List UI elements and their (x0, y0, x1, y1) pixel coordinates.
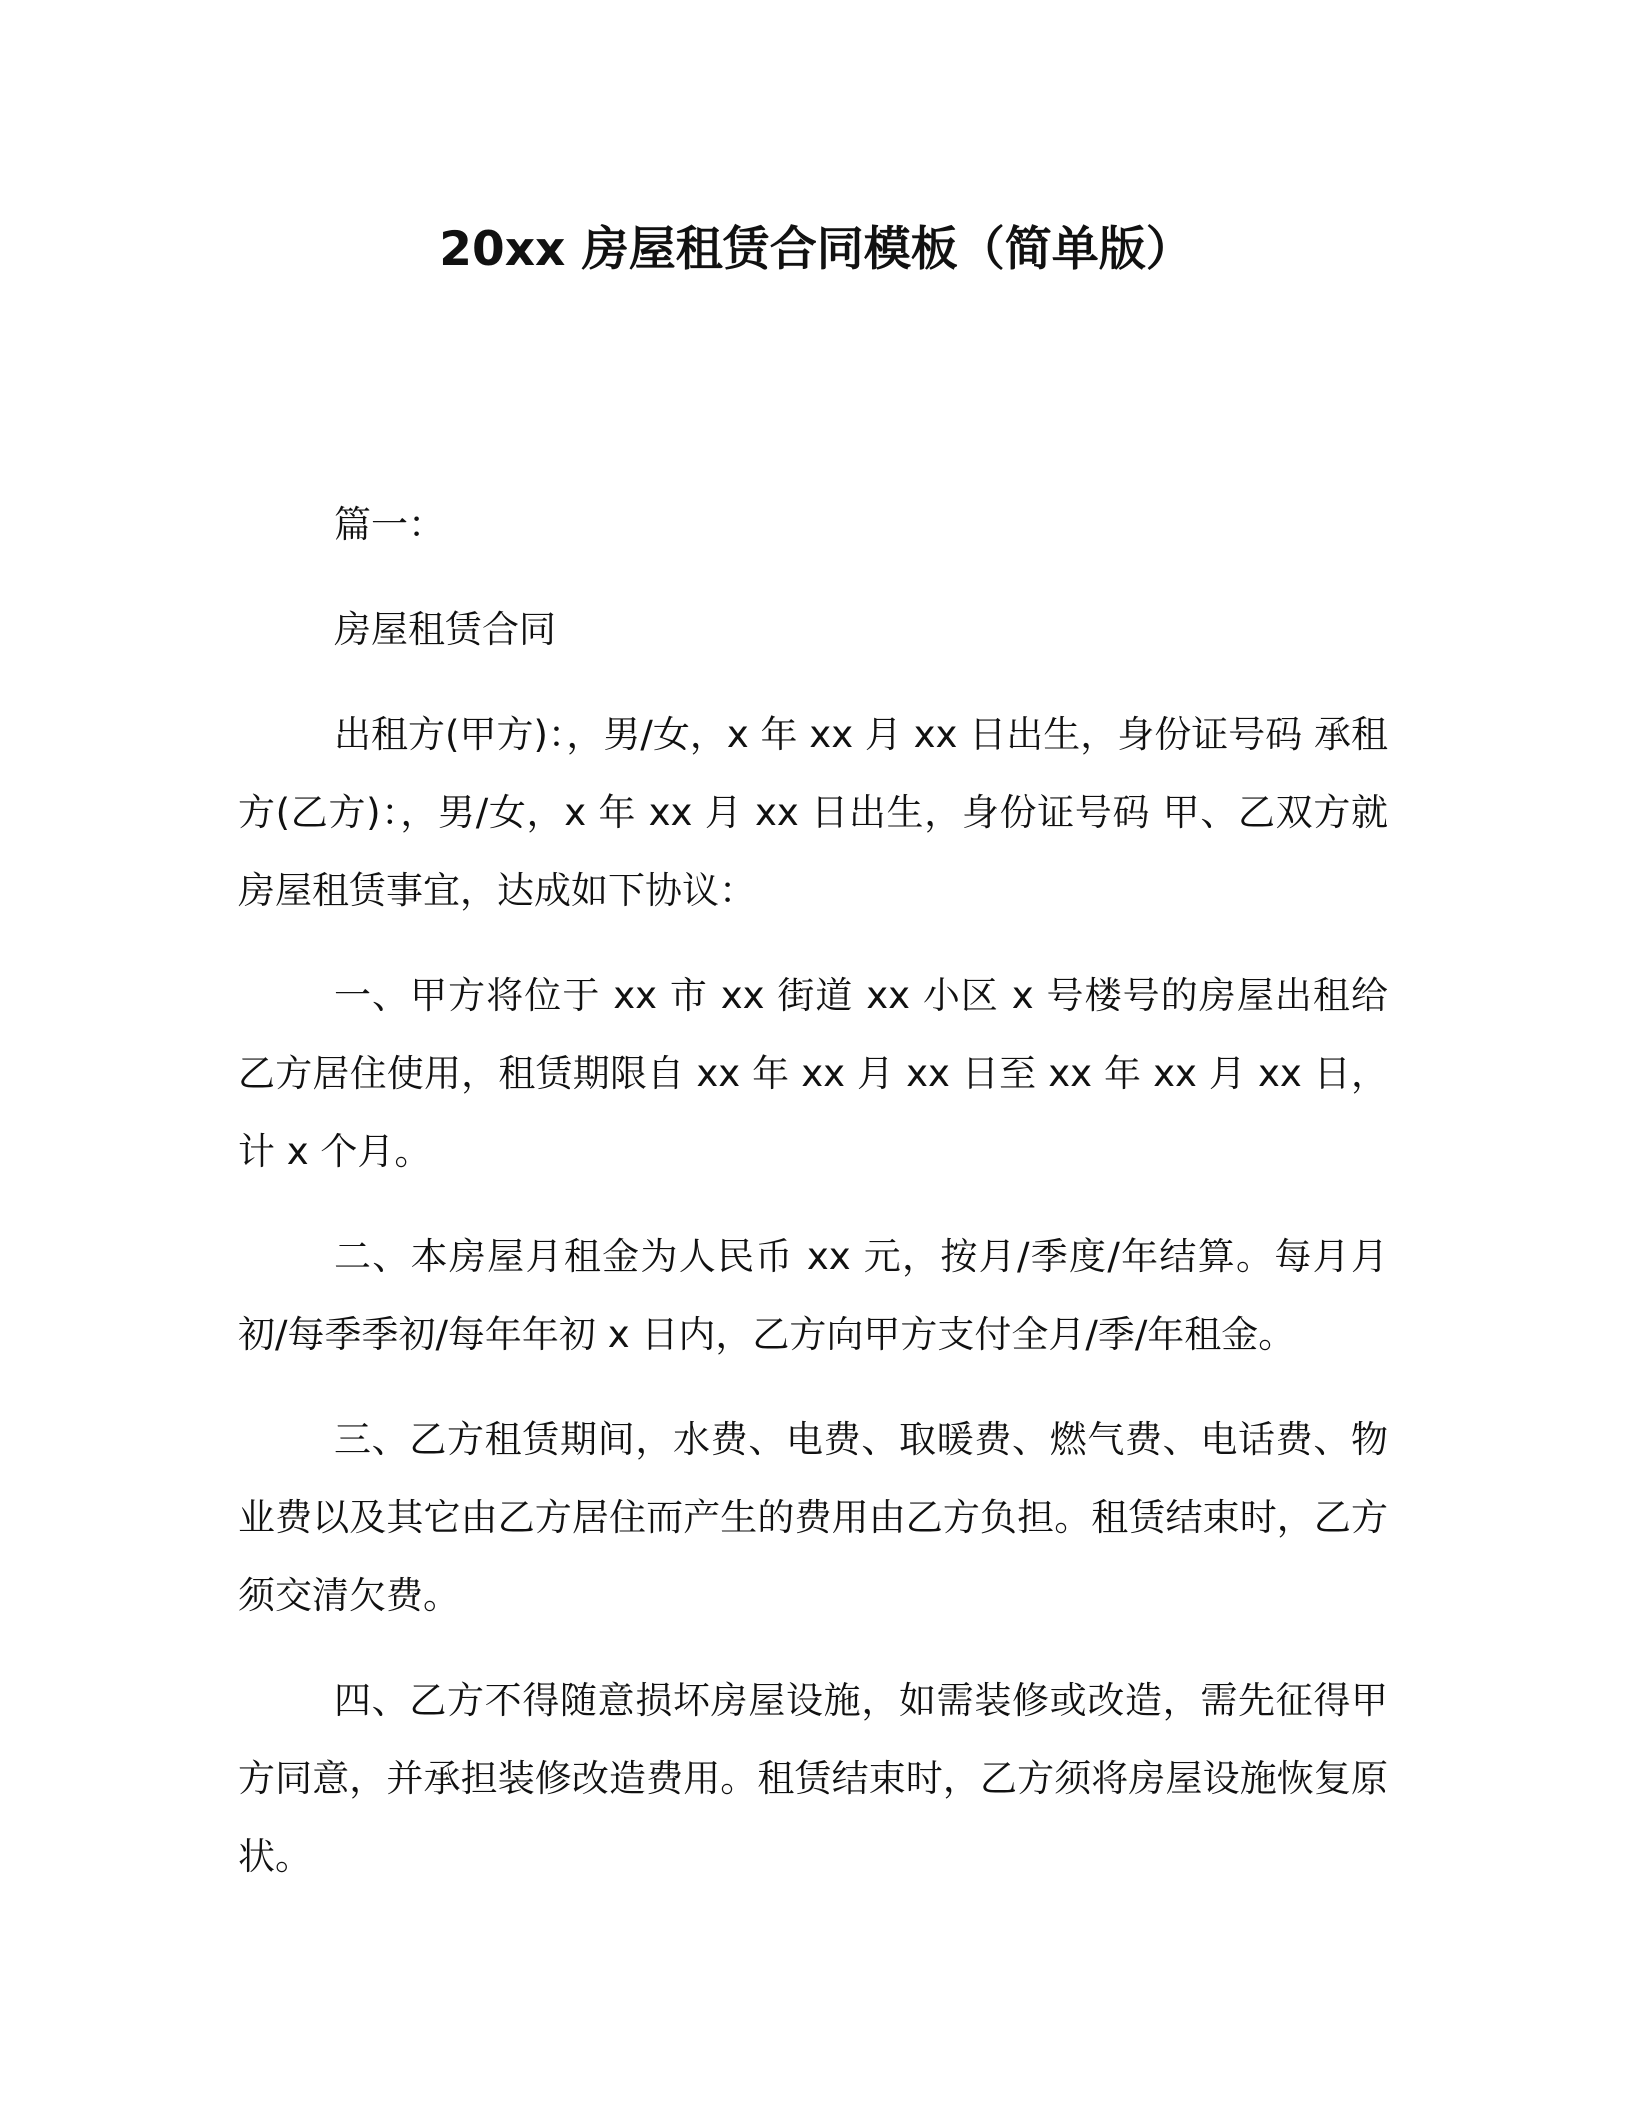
parties-paragraph: 出租方(甲方)：，男/女，x 年 xx 月 xx 日出生，身份证号码 承租方(乙方)：，男/女，x 年 xx 月 xx 日出生，身份证号码 甲、乙双方就房屋租赁事宜，达成如下协议： (238, 713, 1388, 912)
clause-paragraph: 三、乙方租赁期间，水费、电费、取暖费、燃气费、电话费、物业费以及其它由乙方居住而产生的费用由乙方负担。租赁结束时，乙方须交清欠费。 (238, 1418, 1388, 1617)
document-title: 20xx 房屋租赁合同模板（简单版） (439, 222, 1193, 277)
clause-paragraph: 四、乙方不得随意损坏房屋设施，如需装修或改造，需先征得甲方同意，并承担装修改造费用。租赁结束时，乙方须将房屋设施恢复原状。 (238, 1679, 1388, 1878)
contract-name: 房屋租赁合同 (334, 608, 556, 651)
document-body (238, 486, 1388, 1923)
clause-paragraph: 一、甲方将位于 xx 市 xx 街道 xx 小区 x 号楼号的房屋出租给乙方居住使用，租赁期限自 xx 年 xx 月 xx 日至 xx 年 xx 月 xx 日，计 x 个月。 (238, 974, 1388, 1173)
clause-paragraph: 二、本房屋月租金为人民币 xx 元，按月/季度/年结算。每月月初/每季季初/每年年初 x 日内，乙方向甲方支付全月/季/年租金。 (238, 1235, 1388, 1356)
section-label: 篇一： (334, 503, 445, 546)
